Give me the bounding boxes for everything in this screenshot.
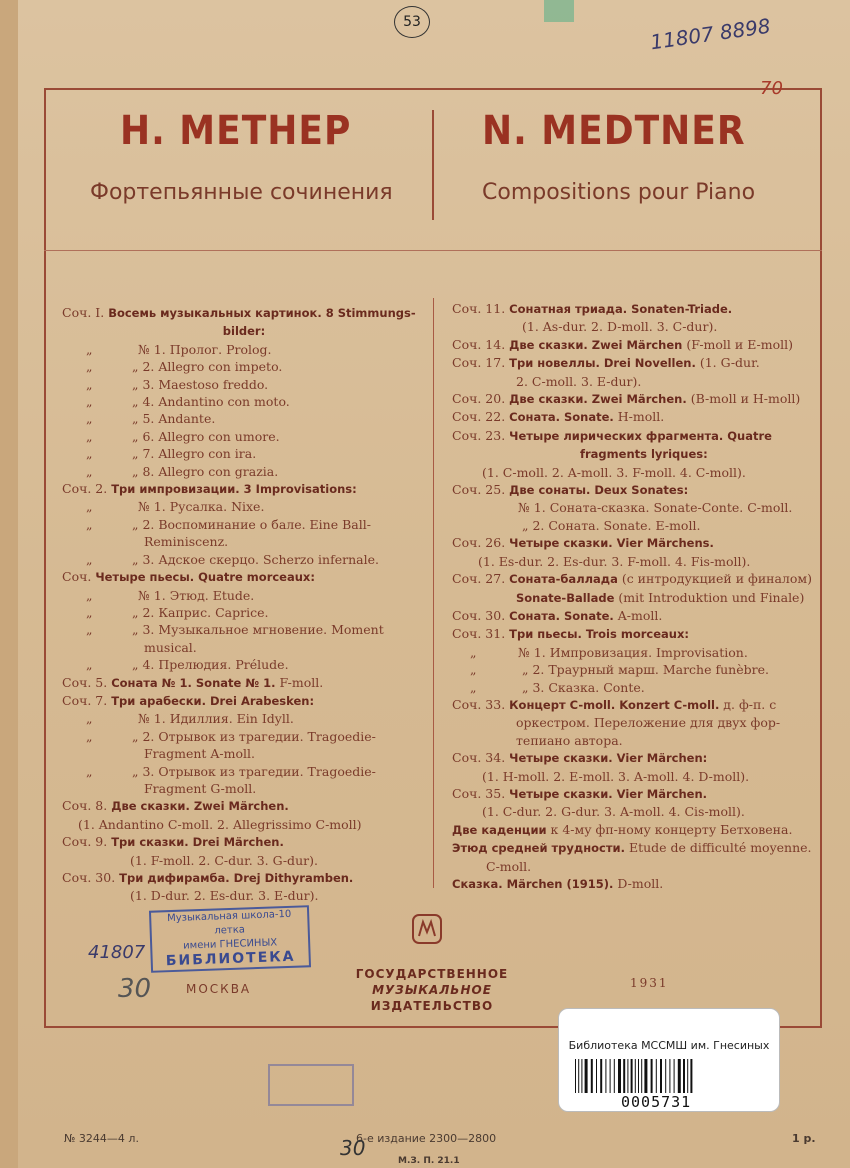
work-line: [62, 674, 426, 692]
work-text: Соч. 30.: [452, 607, 510, 623]
barcode-bar: [581, 1059, 582, 1093]
ditto-mark: „: [86, 446, 93, 462]
work-line: [452, 445, 812, 463]
work-text: Соч. 33.: [452, 696, 510, 712]
work-line: [452, 732, 812, 749]
work-line: [62, 587, 426, 604]
ditto-mark: „: [86, 763, 93, 779]
work-title: Две сонаты. Deux Sonates:: [509, 483, 689, 498]
barcode-bar: [690, 1059, 692, 1093]
work-key: H-moll.: [613, 409, 665, 425]
work-line: [452, 875, 812, 893]
work-text: „ 3. Сказка. Conte.: [522, 679, 645, 695]
ditto-mark: „: [86, 359, 93, 375]
work-line: [452, 481, 812, 499]
work-line: [62, 393, 426, 410]
work-title: Четыре лирических фрагмента. Quatre: [509, 428, 772, 443]
green-mark: [544, 0, 574, 22]
ditto-mark: „: [86, 728, 93, 744]
work-line: [62, 410, 426, 427]
work-text: (1. D-dur. 2. Es-dur. 3. E-dur).: [130, 888, 319, 904]
work-text: „ 2. Allegro con impeto.: [132, 359, 283, 375]
city: МОСКВА: [186, 982, 252, 996]
work-text: № 1. Русалка. Nixe.: [138, 499, 265, 515]
work-line: [62, 745, 426, 762]
work-line: [62, 498, 426, 515]
barcode-bar: [610, 1059, 611, 1093]
handwritten-price-bottom: 30: [340, 1136, 366, 1160]
barcode-bar: [669, 1059, 670, 1093]
work-line: [62, 833, 426, 851]
title-french: N. MEDTNER: [482, 108, 746, 154]
work-text: (1. F-moll. 2. C-dur. 3. G-dur).: [130, 852, 318, 868]
work-title: Четыре сказки. Vier Märchens.: [509, 536, 714, 551]
work-line: [452, 517, 812, 534]
header-divider: [432, 110, 434, 220]
work-title: Четыре пьесы. Quatre morceaux:: [95, 570, 315, 585]
barcode-number: 0005731: [621, 1093, 692, 1111]
work-title: Соната. Sonate.: [509, 608, 614, 623]
work-text: „ 4. Прелюдия. Prélude.: [132, 657, 289, 673]
ditto-mark: „: [470, 679, 477, 695]
work-text: Соч. 11.: [452, 301, 510, 316]
barcode-bar: [614, 1059, 615, 1093]
work-text: тепиано автора.: [516, 732, 623, 748]
work-key: D-moll.: [613, 876, 664, 891]
work-title: Четыре сказки. Vier Märchen:: [509, 751, 708, 766]
work-text: (1. Andantino C-moll. 2. Allegrissimo C-moll): [78, 816, 362, 832]
work-text: (1. C-dur. 2. G-dur. 3. A-moll. 4. Cis-moll).: [482, 804, 745, 820]
work-text: Соч. 34.: [452, 750, 510, 766]
work-text: „ 4. Andantino con moto.: [132, 394, 290, 410]
work-title: Сказка. Märchen (1915).: [452, 877, 614, 891]
work-line: [62, 639, 426, 656]
work-text: „ 2. Каприс. Caprice.: [132, 604, 269, 620]
work-text: „ 5. Andante.: [132, 411, 216, 427]
work-text: Соч. 31.: [452, 626, 510, 642]
work-line: [452, 300, 812, 318]
barcode-bar: [623, 1059, 625, 1093]
work-key: F-moll.: [275, 674, 324, 690]
work-line: [62, 728, 426, 745]
work-line: [452, 858, 812, 875]
ditto-mark: „: [86, 622, 93, 638]
works-list-right: [452, 300, 812, 893]
work-line: [62, 763, 426, 780]
handwritten-price: 30: [118, 974, 152, 1004]
work-text: Fragment A-moll.: [144, 746, 255, 762]
work-title: Соната № 1. Sonate № 1.: [111, 675, 276, 690]
barcode-bar: [635, 1059, 636, 1093]
work-line: [62, 304, 426, 322]
barcode-bar: [627, 1059, 628, 1093]
work-line: [452, 821, 812, 839]
work-text: Соч. 30.: [62, 870, 120, 885]
work-text: „ 3. Адское скерцо. Scherzo infernale.: [132, 551, 379, 567]
barcode-bar: [600, 1059, 602, 1093]
work-line: [62, 341, 426, 358]
work-text: Соч. 22.: [452, 409, 510, 425]
work-line: [452, 318, 812, 335]
work-title: Две сказки. Zwei Märchen.: [509, 392, 687, 407]
ditto-mark: „: [86, 657, 93, 673]
work-key: (F-moll и E-moll): [682, 336, 794, 352]
work-text: Соч. 2.: [62, 481, 112, 497]
work-title: Три сказки. Drei Märchen.: [111, 835, 284, 850]
work-line: [62, 692, 426, 710]
work-title: Три пьесы. Trois morceaux:: [509, 627, 689, 642]
subtitle-russian: Фортепьянные сочинения: [90, 180, 393, 205]
publisher-name: ГОСУДАРСТВЕННОЕ МУЗЫКАЛЬНОЕ ИЗДАТЕЛЬСТВО: [355, 967, 509, 1013]
faded-stamp: [268, 1064, 354, 1106]
barcode-bar: [591, 1059, 593, 1093]
work-text: (1. Es-dur. 2. Es-dur. 3. F-moll. 4. Fis-moll).: [478, 553, 751, 569]
work-title: Две сказки. Zwei Märchen.: [111, 799, 289, 814]
work-line: [62, 797, 426, 815]
work-text: „ 2. Траурный марш. Marche funèbre.: [522, 662, 769, 678]
work-key: (с интродукцией и финалом): [617, 571, 812, 587]
year: 1931: [630, 976, 669, 990]
work-line: [62, 568, 426, 586]
work-text: Соч. 25.: [452, 482, 510, 498]
work-line: [62, 656, 426, 673]
work-line: [452, 464, 812, 481]
work-line: [452, 661, 812, 678]
ditto-mark: „: [86, 551, 93, 567]
work-line: [452, 408, 812, 426]
library-stamp: Музыкальная школа-10 летка имени ГНЕСИНЫХ БИБЛИОТЕКА: [149, 905, 311, 973]
work-text: „ 2. Соната. Sonate. E-moll.: [522, 517, 701, 533]
work-key: (B-moll и H-moll): [686, 391, 801, 407]
barcode-bar: [644, 1059, 647, 1093]
work-text: № 1. Этюд. Etude.: [138, 587, 255, 603]
handwritten-numbers-top: 11807 8898: [648, 13, 772, 55]
work-text: „ 3. Музыкальное мгновение. Moment: [132, 622, 384, 638]
barcode: [573, 1059, 763, 1093]
mz-number: М.З. П. 21.1: [398, 1156, 460, 1166]
work-key: д. ф-п. с: [719, 696, 777, 712]
work-text: Соч. 23.: [452, 427, 510, 443]
work-line: [62, 816, 426, 833]
barcode-bar: [605, 1059, 606, 1093]
work-title: bilder:: [222, 324, 266, 339]
work-title: Соната. Sonate.: [509, 410, 614, 425]
work-line: [62, 480, 426, 498]
barcode-bar: [656, 1059, 657, 1093]
work-text: № 1. Пролог. Prolog.: [138, 341, 272, 357]
work-text: „ 8. Allegro con grazia.: [132, 463, 279, 479]
work-line: [452, 625, 812, 643]
work-text: (1. H-moll. 2. E-moll. 3. A-moll. 4. D-moll).: [482, 768, 750, 784]
work-line: [62, 710, 426, 727]
work-line: [452, 644, 812, 661]
barcode-bar: [585, 1059, 588, 1093]
barcode-bar: [638, 1059, 639, 1093]
work-line: [62, 322, 426, 340]
work-line: [62, 516, 426, 533]
work-line: [452, 714, 812, 731]
work-line: [452, 803, 812, 820]
barcode-bar: [683, 1059, 685, 1093]
work-text: Соч. 27.: [452, 571, 510, 587]
ditto-mark: „: [86, 394, 93, 410]
work-line: [452, 553, 812, 570]
title-russian: Н. МЕТНЕР: [120, 108, 352, 154]
work-text: оркестром. Переложение для двух фор-: [516, 715, 781, 731]
ditto-mark: „: [86, 428, 93, 444]
library-barcode-label: [558, 1008, 780, 1112]
column-divider: [433, 298, 434, 888]
work-text: Соч. 8.: [62, 798, 112, 814]
edition-info: 6-е издание 2300—2800: [356, 1132, 497, 1145]
work-line: [62, 604, 426, 621]
work-title: Три дифирамба. Drej Dithyramben.: [119, 871, 354, 885]
work-title: Этюд средней трудности.: [452, 841, 625, 856]
work-text: Соч. 26.: [452, 535, 510, 551]
work-line: [62, 621, 426, 638]
barcode-bar: [678, 1059, 681, 1093]
work-line: [452, 373, 812, 390]
work-line: [452, 768, 812, 785]
work-text: „ 2. Воспоминание о бале. Eine Ball-: [132, 516, 371, 532]
header-rule: [44, 250, 822, 251]
work-text: 2. C-moll. 3. E-dur).: [516, 373, 642, 389]
work-line: [62, 428, 426, 445]
barcode-bar: [596, 1059, 597, 1093]
work-title: Сонатная триада. Sonaten-Triade.: [509, 302, 733, 316]
work-text: № 1. Соната-сказка. Sonate-Conte. C-moll.: [518, 500, 793, 516]
barcode-bar: [651, 1059, 653, 1093]
work-text: Соч. 14.: [452, 336, 510, 352]
circled-number: 53: [394, 6, 430, 38]
work-text: „ 3. Maestoso freddo.: [132, 376, 269, 392]
work-line: [452, 749, 812, 767]
ditto-mark: „: [86, 411, 93, 427]
catalog-number: № 3244—4 л.: [64, 1132, 139, 1145]
work-title: Две сказки. Zwei Märchen: [509, 337, 683, 352]
work-key: Etude de difficulté moyenne.: [624, 840, 812, 856]
ditto-mark: „: [86, 711, 93, 727]
work-text: „ 2. Отрывок из трагедии. Tragoedie-: [132, 728, 376, 744]
work-text: Соч. 9.: [62, 834, 112, 850]
work-line: [452, 427, 812, 445]
work-key: к 4-му фп-ному концерту Бетховена.: [546, 821, 793, 837]
work-line: [62, 463, 426, 480]
work-line: [452, 839, 812, 857]
work-text: „ 7. Allegro con ira.: [132, 446, 257, 462]
work-line: [452, 679, 812, 696]
work-title: Две каденции: [452, 822, 547, 837]
work-line: [452, 785, 812, 803]
barcode-bar: [575, 1059, 576, 1093]
work-title: Восемь музыкальных картинок. 8 Stimmungs-: [108, 306, 416, 320]
barcode-bar: [641, 1059, 642, 1093]
barcode-bar: [631, 1059, 633, 1093]
work-title: Три новеллы. Drei Novellen.: [509, 356, 696, 371]
work-title: Три импровизации. 3 Improvisations:: [111, 482, 357, 497]
work-text: Fragment G-moll.: [144, 780, 257, 796]
barcode-bar: [660, 1059, 662, 1093]
price: 1 р.: [792, 1132, 816, 1145]
work-text: „ 3. Отрывок из трагедии. Tragoedie-: [132, 763, 376, 779]
publisher-logo-icon: [410, 912, 444, 946]
work-text: Соч. 7.: [62, 692, 112, 708]
work-title: Четыре сказки. Vier Märchen.: [509, 786, 707, 801]
ditto-mark: „: [86, 376, 93, 392]
work-line: [62, 852, 426, 869]
work-text: C-moll.: [486, 858, 532, 874]
work-text: (1. As-dur. 2. D-moll. 3. C-dur).: [522, 319, 718, 335]
barcode-bar: [618, 1059, 621, 1093]
barcode-bar: [687, 1059, 688, 1093]
work-text: № 1. Идиллия. Ein Idyll.: [138, 711, 294, 727]
work-text: Соч. 20.: [452, 391, 510, 407]
work-key: (1. G-dur.: [695, 355, 760, 371]
library-label-text: Библиотека МССМШ им. Гнесиных: [568, 1039, 770, 1052]
handwritten-70: 70: [760, 78, 783, 99]
work-text: № 1. Импровизация. Improvisation.: [518, 644, 748, 660]
work-title: Соната-баллада: [509, 572, 618, 587]
page-edge: [0, 0, 18, 1168]
work-title: Концерт C-moll. Konzert C-moll.: [509, 697, 720, 712]
work-text: Соч. I.: [62, 305, 109, 320]
works-list-left: [62, 304, 426, 905]
work-line: [62, 533, 426, 550]
work-line: [452, 589, 812, 607]
work-text: Reminiscenz.: [144, 534, 229, 550]
work-line: [62, 887, 426, 904]
ditto-mark: „: [86, 463, 93, 479]
barcode-bar: [578, 1059, 579, 1093]
work-text: „ 6. Allegro con umore.: [132, 428, 280, 444]
work-text: Соч.: [62, 569, 96, 585]
work-line: [452, 354, 812, 372]
work-title: Sonate-Ballade: [516, 590, 615, 605]
work-key: (mit Introduktion und Finale): [614, 589, 805, 605]
work-line: [452, 570, 812, 588]
ditto-mark: „: [86, 604, 93, 620]
work-line: [62, 445, 426, 462]
work-text: Соч. 5.: [62, 674, 112, 690]
work-text: Соч. 35.: [452, 785, 510, 801]
work-text: Соч. 17.: [452, 355, 510, 371]
work-line: [452, 390, 812, 408]
work-title: fragments lyriques:: [580, 447, 708, 462]
subtitle-french: Compositions pour Piano: [482, 180, 756, 205]
work-line: [62, 780, 426, 797]
work-title: Три арабески. Drei Arabesken:: [111, 693, 315, 708]
ditto-mark: „: [86, 587, 93, 603]
work-key: A-moll.: [613, 607, 663, 623]
work-line: [452, 607, 812, 625]
ditto-mark: „: [86, 341, 93, 357]
work-line: [62, 551, 426, 568]
work-line: [62, 869, 426, 887]
handwritten-number-left: 41807: [88, 942, 146, 963]
barcode-bar: [674, 1059, 675, 1093]
ditto-mark: „: [470, 662, 477, 678]
ditto-mark: „: [86, 499, 93, 515]
work-line: [62, 376, 426, 393]
work-text: musical.: [144, 639, 197, 655]
work-line: [452, 696, 812, 714]
work-line: [452, 336, 812, 354]
work-line: [452, 499, 812, 516]
ditto-mark: „: [86, 516, 93, 532]
work-line: [452, 534, 812, 552]
ditto-mark: „: [470, 644, 477, 660]
work-line: [62, 358, 426, 375]
barcode-bar: [665, 1059, 666, 1093]
work-text: (1. C-moll. 2. A-moll. 3. F-moll. 4. C-moll).: [482, 464, 746, 480]
